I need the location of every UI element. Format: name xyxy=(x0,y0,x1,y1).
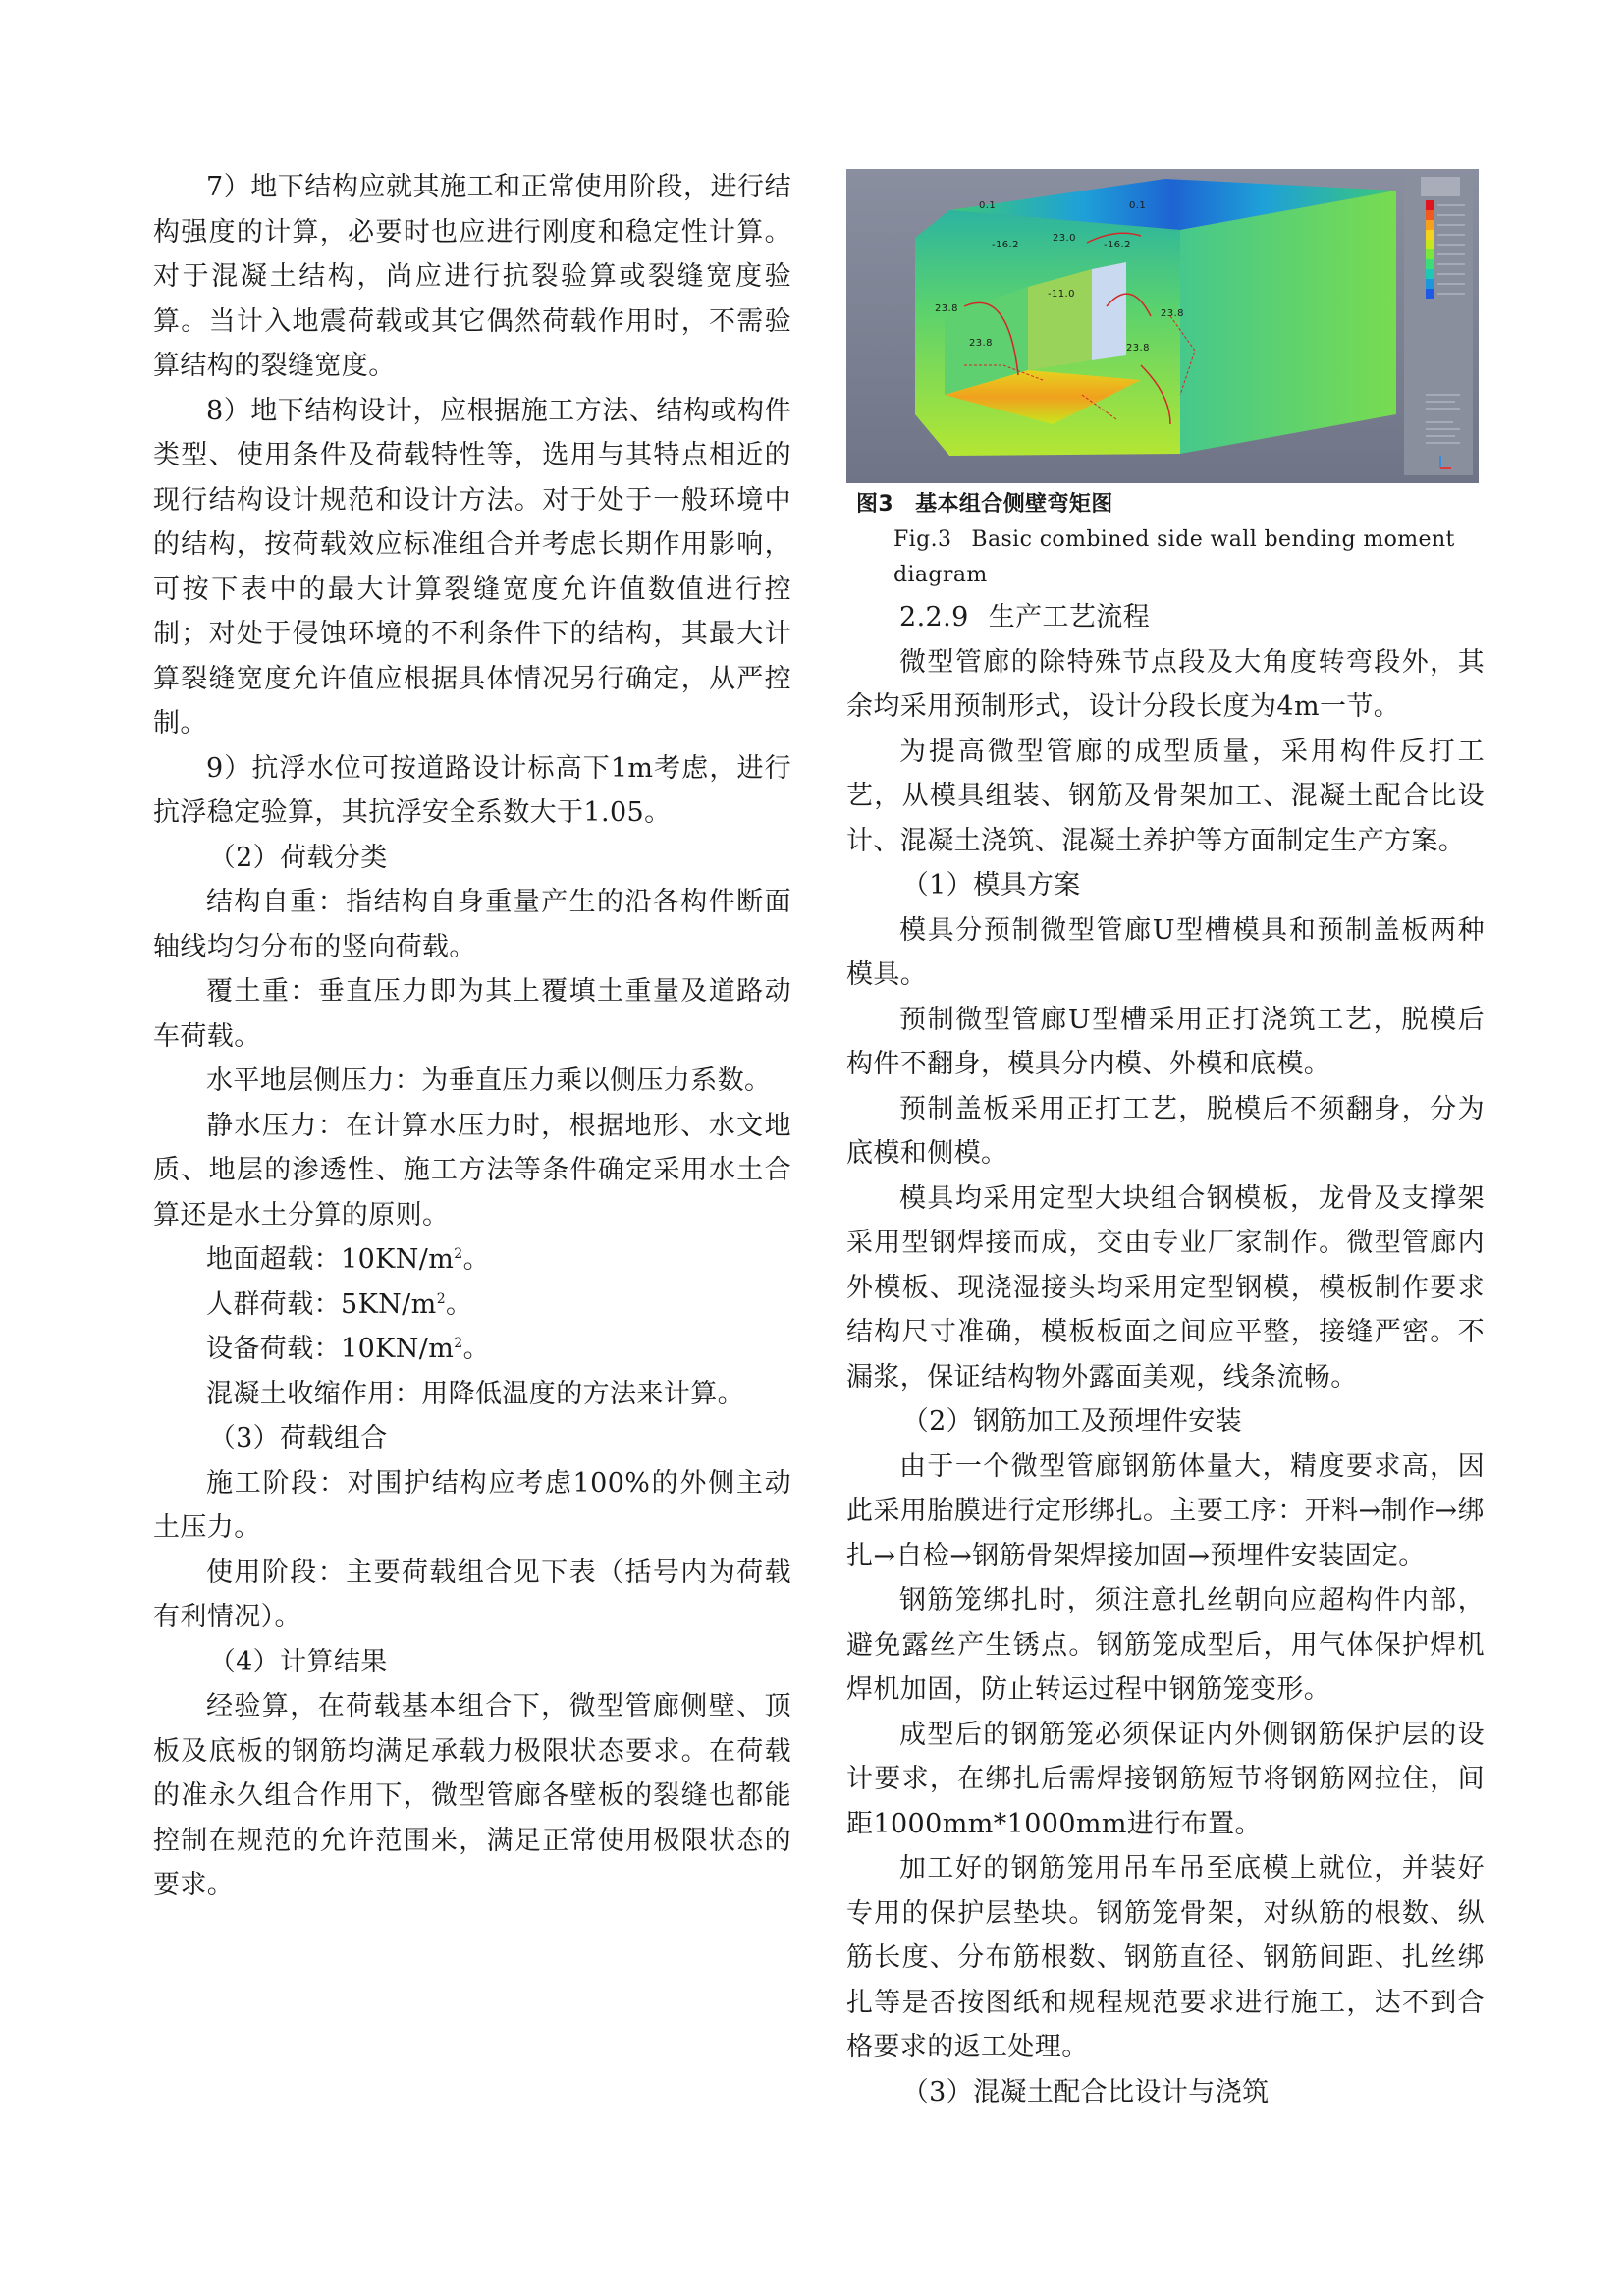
toolbar xyxy=(1421,177,1460,196)
bending-moment-figure xyxy=(846,169,1479,483)
value-label: 0.1 xyxy=(1129,200,1147,211)
legend-swatch xyxy=(1426,289,1434,299)
paragraph: 静水压力：在计算水压力时，根据地形、水文地质、地层的渗透性、施工方法等条件确定采用水土合算还是水土分算的原则。 xyxy=(153,1110,791,1230)
paragraph: 模具均采用定型大块组合钢模板，龙骨及支撑架采用型钢焊接而成，交由专业厂家制作。微型管廊内外模板、现浇湿接头均采用定型钢模，模板制作要求结构尺寸准确，模板板面之间应平整，接缝严密。不漏浆，保证结构物外露面美观，线条流畅。 xyxy=(846,1182,1485,1393)
value-label: -16.2 xyxy=(992,240,1019,250)
legend-swatch xyxy=(1426,249,1434,259)
paragraph: 经验算，在荷载基本组合下，微型管廊侧壁、顶板及底板的钢筋均满足承载力极限状态要求。在荷载的准永久组合作用下，微型管廊各壁板的裂缝也都能控制在规范的允许范围来，满足正常使用极限状态的要求。 xyxy=(153,1691,791,1900)
section-number: 2.2.9 xyxy=(899,602,969,632)
value-label: 23.8 xyxy=(935,303,958,314)
subsection-heading: （3）荷载组合 xyxy=(208,1423,388,1453)
load-text: 地面超载：10KN/m xyxy=(206,1244,455,1275)
legend-swatch xyxy=(1426,279,1434,289)
caption-text: 基本组合侧壁弯矩图 xyxy=(915,492,1113,517)
subsection-heading: （2）钢筋加工及预埋件安装 xyxy=(901,1406,1243,1437)
paragraph: 由于一个微型管廊钢筋体量大，精度要求高，因此采用胎膜进行定形绑扎。主要工序：开料→制作→绑扎→自检→钢筋骨架焊接加固→预埋件安装固定。 xyxy=(846,1450,1485,1571)
load-item xyxy=(153,1237,791,1283)
side-panel xyxy=(1404,175,1473,475)
inner-left-wall xyxy=(1028,269,1092,370)
subsection-heading: （1）模具方案 xyxy=(901,870,1081,901)
paragraph: 为提高微型管廊的成型质量，采用构件反打工艺，从模具组装、钢筋及骨架加工、混凝土配合比设计、混凝土浇筑、混凝土养护等方面制定生产方案。 xyxy=(846,736,1485,856)
caption-number: Fig.3 xyxy=(893,527,952,552)
value-label: -16.2 xyxy=(1104,240,1131,250)
opening xyxy=(1092,262,1126,360)
subsection-heading: （4）计算结果 xyxy=(208,1646,388,1677)
color-legend xyxy=(1426,200,1434,299)
paragraph: 混凝土收缩作用：用降低温度的方法来计算。 xyxy=(206,1378,744,1409)
load-item xyxy=(153,1283,791,1328)
end-mark: 。 xyxy=(462,1334,490,1364)
superscript: 2 xyxy=(454,1336,463,1351)
legend-swatch xyxy=(1426,230,1434,240)
legend-swatch xyxy=(1426,220,1434,230)
load-text: 人群荷载：5KN/m xyxy=(206,1288,437,1320)
paragraph: 结构自重：指结构自身重量产生的沿各构件断面轴线均匀分布的竖向荷载。 xyxy=(153,887,791,962)
value-label: 23.0 xyxy=(1053,233,1076,244)
legend-swatch xyxy=(1426,240,1434,249)
value-label: 23.8 xyxy=(1126,343,1150,354)
end-mark: 。 xyxy=(446,1288,473,1320)
end-mark: 。 xyxy=(462,1244,490,1275)
subsection-heading: （3）混凝土配合比设计与浇筑 xyxy=(901,2076,1270,2107)
superscript: 2 xyxy=(454,1246,463,1262)
paragraph: 施工阶段：对围护结构应考虑100%的外侧主动土压力。 xyxy=(153,1467,791,1543)
caption-number: 图3 xyxy=(856,492,894,517)
load-text: 设备荷载：10KN/m xyxy=(206,1334,455,1364)
bending-moment-diagram xyxy=(846,169,1479,483)
right-column xyxy=(846,169,1485,2114)
paragraph: 加工好的钢筋笼用吊车吊至底模上就位，并装好专用的保护层垫块。钢筋笼骨架，对纵筋的根数、纵筋长度、分布筋根数、钢筋直径、钢筋间距、扎丝绑扎等是否按图纸和规程规范要求进行施工，达不到合格要求的返工处理。 xyxy=(846,1853,1485,2062)
paragraph: 8）地下结构设计，应根据施工方法、结构或构件类型、使用条件及荷载特性等，选用与其特点相近的现行结构设计规范和设计方法。对于处于一般环境中的结构，按荷载效应标准组合并考虑长期作用影响，可按下表中的最大计算裂缝宽度允许值数值进行控制；对处于侵蚀环境的不利条件下的结构，其最大计算裂缝宽度允许值应根据具体情况另行确定，从严控制。 xyxy=(153,395,791,738)
section-heading xyxy=(846,595,1485,640)
section-title: 生产工艺流程 xyxy=(988,602,1151,632)
legend-swatch xyxy=(1426,200,1434,210)
legend-swatch xyxy=(1426,269,1434,279)
figure-caption-cn xyxy=(856,487,1485,522)
caption-text: Basic combined side wall bending moment diagram xyxy=(893,527,1455,587)
left-column xyxy=(153,165,791,1908)
value-label: -11.0 xyxy=(1048,289,1075,300)
value-label: 0.1 xyxy=(979,200,997,211)
paragraph: 使用阶段：主要荷载组合见下表（括号内为荷载有利情况）。 xyxy=(153,1557,791,1632)
subsection-heading: （2）荷载分类 xyxy=(208,842,388,873)
value-label: 23.8 xyxy=(1161,308,1184,319)
paragraph: 钢筋笼绑扎时，须注意扎丝朝向应超构件内部，避免露丝产生锈点。钢筋笼成型后，用气体保护焊机焊机加固，防止转运过程中钢筋笼变形。 xyxy=(846,1585,1485,1705)
paragraph: 微型管廊的除特殊节点段及大角度转弯段外，其余均采用预制形式，设计分段长度为4m一节。 xyxy=(846,646,1485,722)
value-label: 23.8 xyxy=(969,338,993,349)
paragraph: 模具分预制微型管廊U型槽模具和预制盖板两种模具。 xyxy=(846,914,1485,990)
paragraph: 水平地层侧压力：为垂直压力乘以侧压力系数。 xyxy=(206,1066,772,1096)
legend-swatch xyxy=(1426,210,1434,220)
side-face xyxy=(1180,191,1396,454)
paragraph: 预制微型管廊U型槽采用正打浇筑工艺，脱模后构件不翻身，模具分内模、外模和底模。 xyxy=(846,1004,1485,1079)
paragraph: 7）地下结构应就其施工和正常使用阶段，进行结构强度的计算，必要时也应进行刚度和稳定性计算。对于混凝土结构，尚应进行抗裂验算或裂缝宽度验算。当计入地震荷载或其它偶然荷载作用时，不需验算结构的裂缝宽度。 xyxy=(153,172,791,381)
superscript: 2 xyxy=(436,1290,446,1307)
load-item xyxy=(153,1327,791,1372)
paragraph: 9）抗浮水位可按道路设计标高下1m考虑，进行抗浮稳定验算，其抗浮安全系数大于1.05。 xyxy=(153,752,791,828)
paragraph: 预制盖板采用正打工艺，脱模后不须翻身，分为底模和侧模。 xyxy=(846,1093,1485,1169)
paragraph: 成型后的钢筋笼必须保证内外侧钢筋保护层的设计要求，在绑扎后需焊接钢筋短节将钢筋网拉住，间距1000mm*1000mm进行布置。 xyxy=(846,1719,1485,1839)
figure-caption-en xyxy=(893,522,1485,593)
legend-swatch xyxy=(1426,259,1434,269)
paragraph: 覆土重：垂直压力即为其上覆填土重量及道路动车荷载。 xyxy=(153,976,791,1052)
